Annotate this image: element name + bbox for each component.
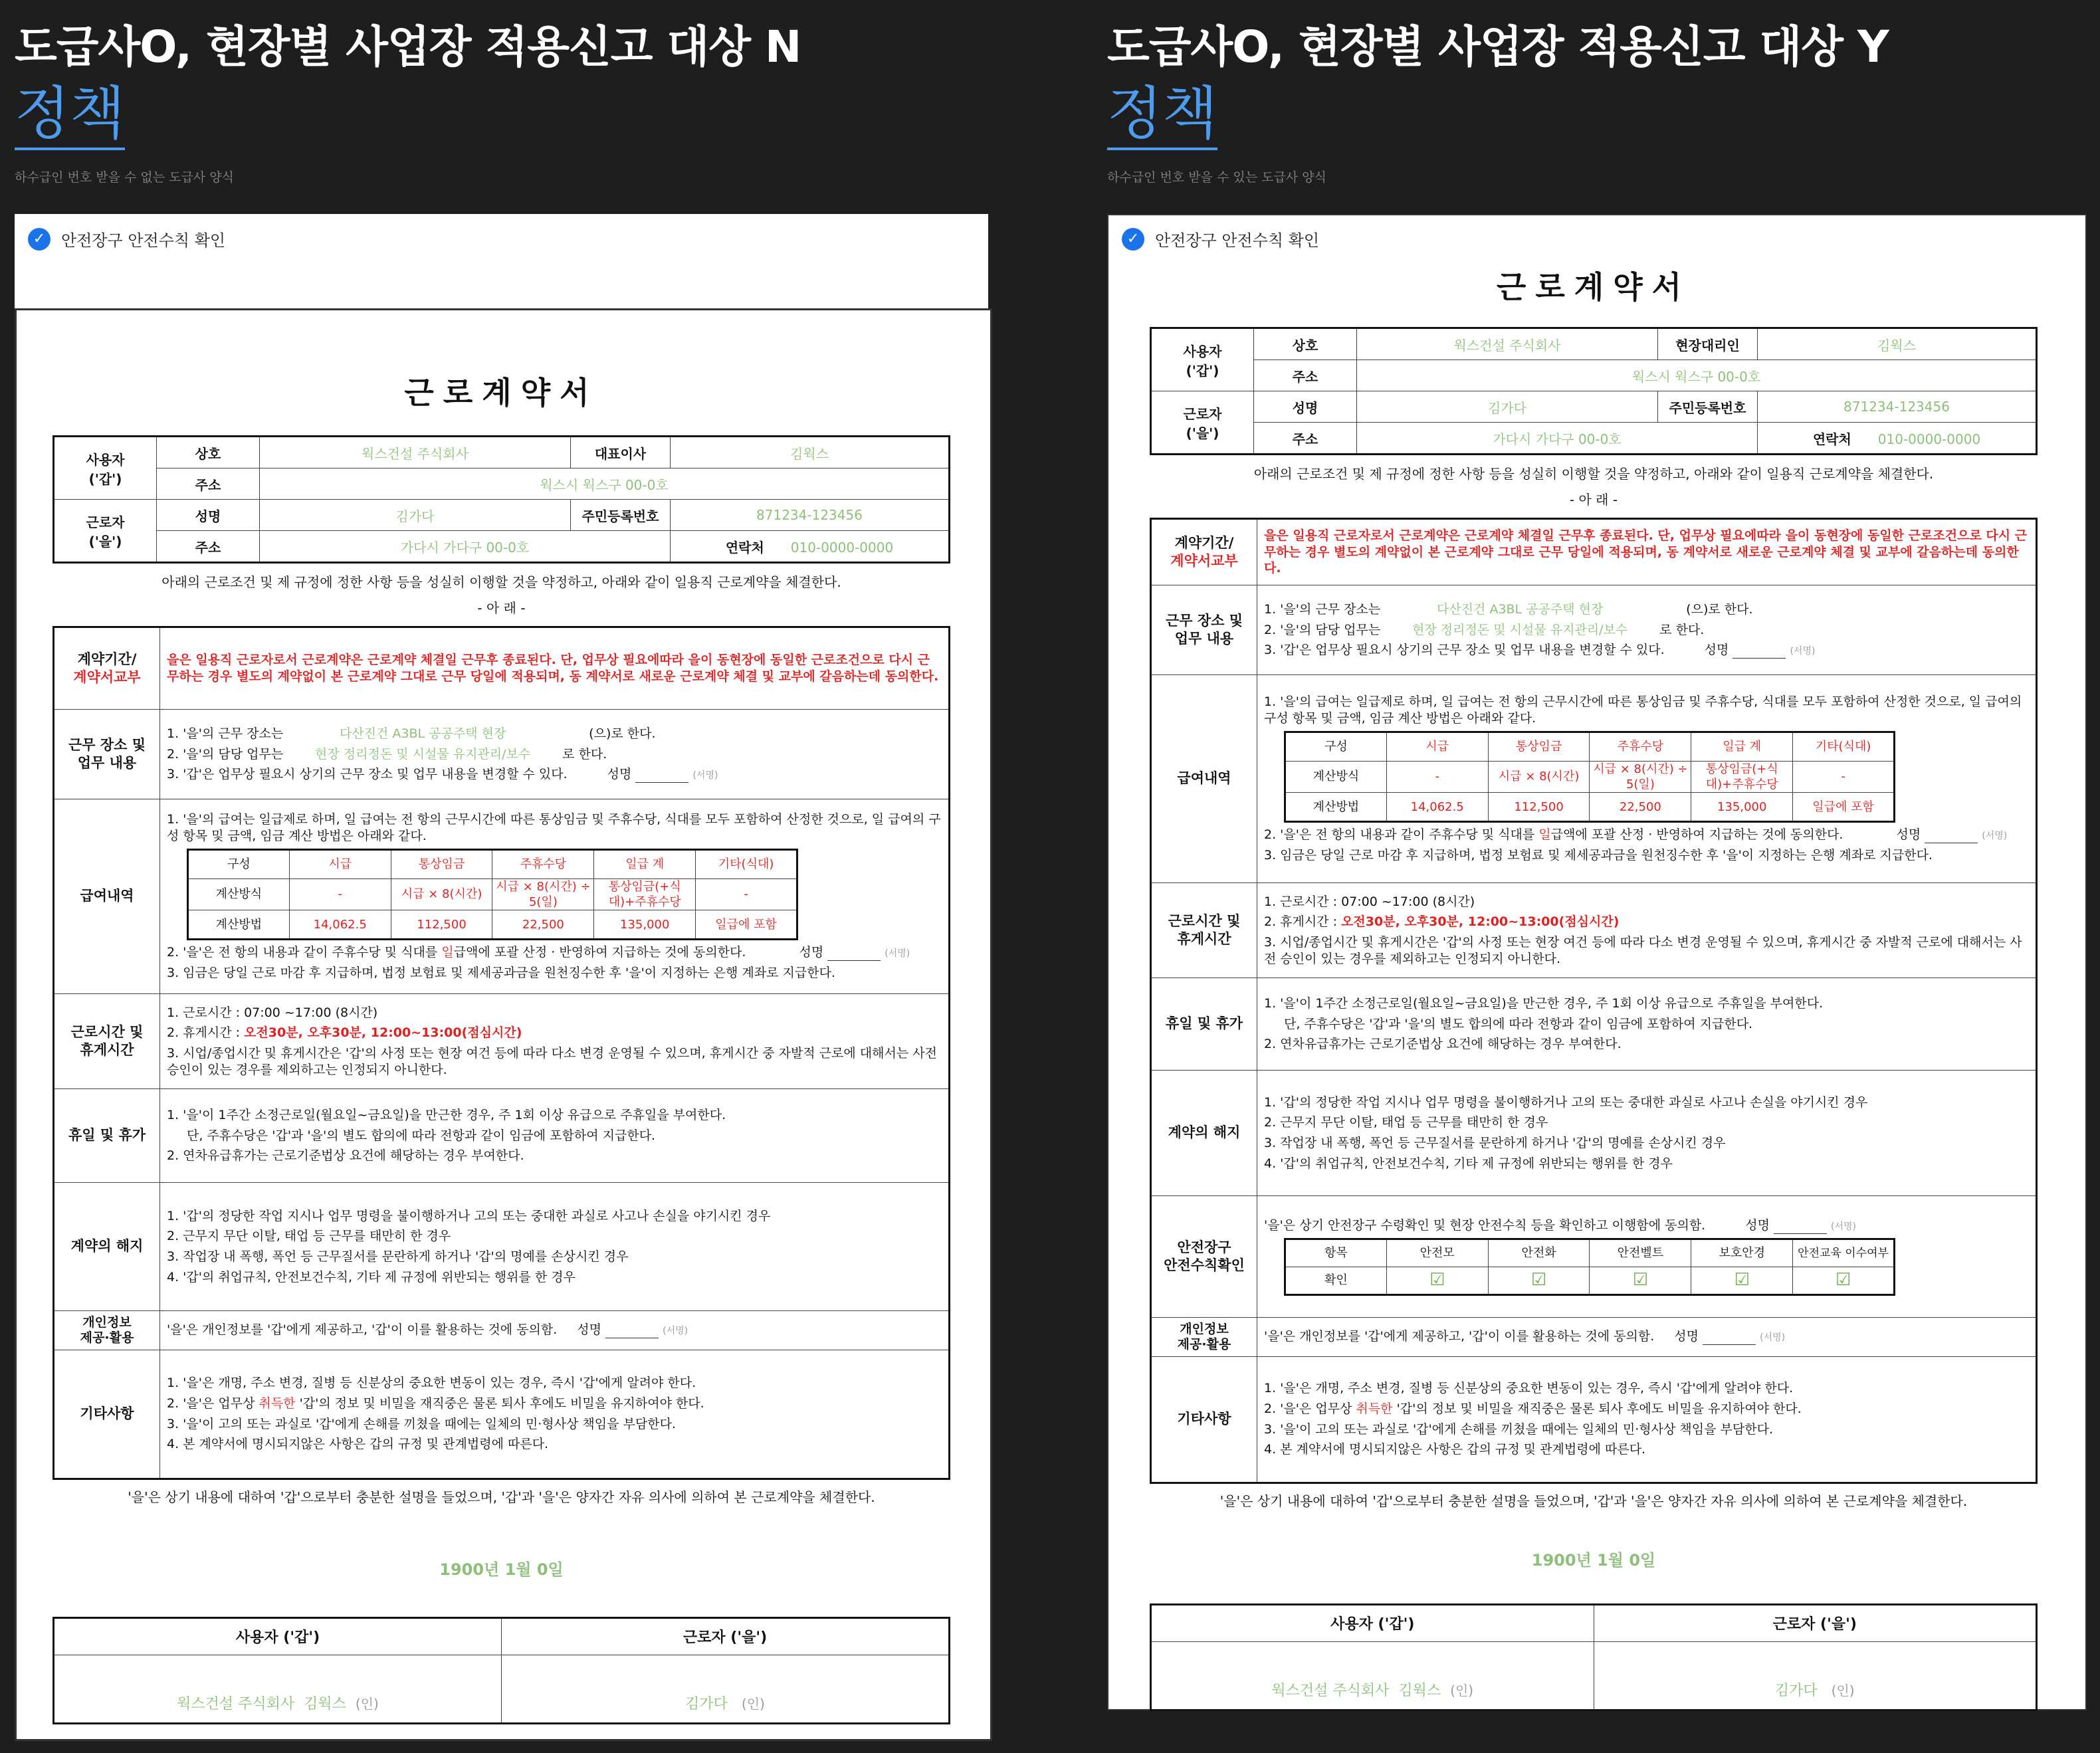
cell: 일급에 포함 <box>1793 793 1895 822</box>
signature-line[interactable] <box>1703 1334 1756 1345</box>
seal-hint: (인) <box>1831 1682 1855 1699</box>
safety-table <box>1284 1238 1895 1296</box>
party-table <box>52 435 950 564</box>
section-label: 근무 장소 및 업무 내용 <box>54 710 160 799</box>
worker-rrn: 871234-123456 <box>671 500 950 531</box>
page-title: 도급사O, 현장별 사업장 적용신고 대상 Y <box>1107 21 1889 72</box>
text: 3. '갑'은 업무상 필요시 상기의 근무 장소 및 업무 내용을 변경할 수 있다. <box>167 767 568 782</box>
seal-hint: (인) <box>355 1695 379 1712</box>
sign-label: 성명 <box>1674 1329 1699 1344</box>
contract-document <box>15 308 992 1741</box>
text: 1. '갑'의 정당한 작업 지시나 업무 명령을 불이행하거나 고의 또는 중대한 과실로 사고나 손실을 야기시킨 경우 <box>167 1208 771 1223</box>
company-address: 웍스시 웍스구 00-0호 <box>260 468 950 500</box>
sign-hint: (서명) <box>663 1326 688 1337</box>
text: 2. '을'은 업무상 <box>1264 1401 1356 1416</box>
worker-sign-header: 근로자 ('을') <box>502 1617 950 1655</box>
company-name: 웍스건설 주식회사 <box>1271 1682 1390 1699</box>
section-label: 급여내역 <box>1151 675 1257 883</box>
sign-label: 성명 <box>799 945 824 960</box>
policy-link[interactable]: 정책 <box>15 85 125 150</box>
sign-label: 성명 <box>607 767 632 782</box>
company-name: 웍스건설 주식회사 <box>260 437 571 468</box>
cell: 통상임금(+식대)+주휴수당 <box>594 878 696 910</box>
cell: - <box>1386 761 1488 793</box>
form-subtitle: 하수급인 번호 받을 수 없는 도급사 양식 <box>15 170 234 185</box>
section-period <box>54 627 950 710</box>
cell: 안전벨트 <box>1590 1239 1691 1267</box>
ceo-name: 김웍스 <box>671 437 950 468</box>
closing-text: '을'은 상기 내용에 대하여 '갑'으로부터 충분한 설명을 들었으며, '갑'과 '을'은 양자간 자유 의사에 의하여 본 근로계약을 체결한다. <box>128 1489 875 1505</box>
text: 3. 작업장 내 폭행, 폭언 등 근무질서를 문란하게 하거나 '갑'의 명예를 손상시킨 경우 <box>167 1249 629 1264</box>
period-text: 을은 일용직 근로자로서 근로계약은 근로계약 체결일 근무후 종료된다. 단, 업무상 필요에따라 을이 동현장에 동일한 근로조건으로 다시 근무하는 경우 별도의 계약없이 본 근로계약 그대로 근무 당일에 적용되며, 동 계약서로 새로운 근로계약 체결 및 교부에 갈음하는데 동의한다. <box>160 627 950 710</box>
section-label: 급여내역 <box>54 799 160 994</box>
cell: 통상임금 <box>1488 732 1590 761</box>
cell: 시급 × 8(시간) <box>391 878 492 910</box>
section-etc <box>1151 1356 2037 1483</box>
section-wage <box>1151 675 2037 883</box>
field-label: 현장대리인 <box>1658 328 1758 360</box>
text: 로 한다. <box>562 746 607 762</box>
field-label: 대표이사 <box>571 437 671 468</box>
cell: 22,500 <box>492 910 594 940</box>
cell: 112,500 <box>1488 793 1590 822</box>
text: 2. '을'은 전 항의 내용과 같이 주휴수당 및 식대를 <box>167 945 442 960</box>
cell: 시급 × 8(시간) ÷ 5(일) <box>492 878 594 910</box>
contract-date: 1900년 1월 0일 <box>439 1560 564 1579</box>
checkbox-icon[interactable]: ☑ <box>1590 1267 1691 1294</box>
section-period <box>1151 519 2037 585</box>
cell: 14,062.5 <box>1386 793 1488 822</box>
cell: 일급 계 <box>1691 732 1793 761</box>
signature-table <box>52 1617 950 1724</box>
ceo-name: 김웍스 <box>304 1695 346 1712</box>
safety-checkbox-row[interactable] <box>28 227 225 251</box>
text: 2. '을'은 업무상 <box>167 1395 259 1411</box>
cell: 항목 <box>1285 1239 1387 1267</box>
field-label: 상호 <box>157 437 260 468</box>
checkbox-icon[interactable]: ☑ <box>1793 1267 1895 1294</box>
checkbox-icon[interactable]: ☑ <box>1488 1267 1590 1294</box>
sign-label: 성명 <box>1745 1218 1770 1233</box>
cell: 22,500 <box>1590 793 1691 822</box>
company-name: 웍스건설 주식회사 <box>1357 328 1658 360</box>
section-termination <box>54 1183 950 1311</box>
text: 3. 임금은 당일 근로 마감 후 지급하며, 법정 보험료 및 제세공과금을 원천징수한 후 '을'이 지정하는 은행 계좌로 지급한다. <box>1264 848 1933 863</box>
section-label: 계약의 해지 <box>54 1183 160 1311</box>
worker-label: 근로자 ('을') <box>1151 391 1254 455</box>
worker-phone: 010-0000-0000 <box>1877 431 1981 447</box>
section-label: 근로시간 및 휴게시간 <box>54 994 160 1089</box>
section-termination <box>1151 1071 2037 1196</box>
section-privacy <box>54 1311 950 1350</box>
cell: 시급 × 8(시간) <box>1488 761 1590 793</box>
text: 2. 근무지 무단 이탈, 태업 등 근무를 태만히 한 경우 <box>167 1229 451 1244</box>
contract-title: 근로계약서 <box>404 375 599 411</box>
sign-label: 성명 <box>1704 643 1729 658</box>
worker-rrn: 871234-123456 <box>1758 391 2037 423</box>
cell: 135,000 <box>594 910 696 940</box>
right-column <box>1107 0 2084 185</box>
text: 1. '을'의 급여는 일급제로 하며, 일 급여는 전 항의 근무시간에 따른 통상임금 및 주휴수당, 식대를 모두 포함하여 산정한 것으로, 일 급여의 구성 항목 및 금액, 임금 계산 방법은 아래와 같다. <box>167 812 941 843</box>
checkbox-icon[interactable]: ☑ <box>1386 1267 1488 1294</box>
signature-line[interactable] <box>1774 1223 1827 1234</box>
text: 1. '을'은 개명, 주소 변경, 질병 등 신분상의 중요한 변동이 있는 경우, 즉시 '갑'에게 알려야 한다. <box>167 1376 696 1391</box>
text: 일 <box>441 945 454 960</box>
text: 1. '을'이 1주간 소정근로일(월요일~금요일)을 만근한 경우, 주 1회 이상 유급으로 주휴일을 부여한다. <box>1264 995 1824 1011</box>
text: 2. 휴게시간 : <box>167 1025 245 1041</box>
closing-text: '을'은 상기 내용에 대하여 '갑'으로부터 충분한 설명을 들었으며, '갑'과 '을'은 양자간 자유 의사에 의하여 본 근로계약을 체결한다. <box>1219 1493 1968 1509</box>
field-label: 주소 <box>1254 423 1357 455</box>
worker-phone: 010-0000-0000 <box>790 539 894 556</box>
text: 3. '을'이 고의 또는 과실로 '갑'에게 손해를 끼쳤을 때에는 일체의 민·형사상 책임을 부담한다. <box>1264 1421 1773 1437</box>
cell: 계산방법 <box>188 910 290 940</box>
text: 1. '을'이 1주간 소정근로일(월요일~금요일)을 만근한 경우, 주 1회 이상 유급으로 주휴일을 부여한다. <box>167 1107 726 1122</box>
sign-hint: (서명) <box>1982 831 2008 842</box>
worker-label: 근로자 ('을') <box>54 500 157 563</box>
text: 1. '을'의 근무 장소는 <box>167 726 284 741</box>
work-duty: 현장 정리정돈 및 시설물 유지관리/보수 <box>315 746 531 762</box>
field-label: 주소 <box>1254 360 1357 391</box>
sign-hint: (서명) <box>885 948 910 960</box>
option-card <box>15 214 988 308</box>
ahrae-label: - 아 래 - <box>477 600 526 616</box>
text: 3. '갑'은 업무상 필요시 상기의 근무 장소 및 업무 내용을 변경할 수 있다. <box>1264 643 1665 658</box>
employer-sign-header: 사용자 ('갑') <box>54 1617 502 1655</box>
text: 급액에 포괄 산정 · 반영하여 지급하는 것에 동의한다. <box>1550 827 1843 843</box>
wage-table <box>187 849 798 941</box>
safety-checkbox-row[interactable] <box>1122 227 1319 251</box>
terms-table <box>1150 518 2038 1484</box>
section-label: 계약기간/ <box>77 651 137 667</box>
contract-intro: 아래의 근로조건 및 제 규정에 정한 사항 등을 성실히 이행할 것을 약정하고, 아래와 같이 일용직 근로계약을 체결한다. <box>161 574 841 590</box>
contract-title: 근로계약서 <box>1496 269 1691 305</box>
cell: 135,000 <box>1691 793 1793 822</box>
signature-line[interactable] <box>1732 647 1786 659</box>
section-label: 개인정보 제공·활용 <box>54 1311 160 1350</box>
cell: - <box>1793 761 1895 793</box>
text: (으)로 한다. <box>589 726 656 741</box>
text: 2. 연차유급휴가는 근로기준법상 요건에 해당하는 경우 부여한다. <box>167 1148 524 1164</box>
ahrae-label: - 아 래 - <box>1569 492 1618 508</box>
text: 3. 시업/종업시간 및 휴게시간은 '갑'의 사정 또는 현장 여건 등에 따라 다소 변경 운영될 수 있으며, 휴게시간 중 자발적 근로에 대해서는 사전 승인이 있는 경우를 제외하고는 인정되지 아니한다. <box>167 1046 937 1077</box>
cell: 확인 <box>1285 1267 1387 1294</box>
text: 단, 주휴수당은 '갑'과 '을'의 별도 합의에 따라 전항과 같이 임금에 포함하여 지급한다. <box>187 1128 656 1143</box>
field-label: 연락처 <box>1812 431 1851 447</box>
sign-hint: (서명) <box>692 770 718 781</box>
cell: 구성 <box>1285 732 1387 761</box>
text: 1. '을'의 급여는 일급제로 하며, 일 급여는 전 항의 근무시간에 따른 통상임금 및 주휴수당, 식대를 모두 포함하여 산정한 것으로, 일 급여의 구성 항목 및 금액, 임금 계산 방법은 아래와 같다. <box>1264 694 2022 726</box>
field-label: 주소 <box>157 468 260 500</box>
text: 오전30분, 오후30분, 12:00~13:00(점심시간) <box>244 1025 522 1041</box>
text: 급액에 포괄 산정 · 반영하여 지급하는 것에 동의한다. <box>453 945 746 960</box>
cell: 시급 × 8(시간) ÷ 5(일) <box>1590 761 1691 793</box>
work-duty: 현장 정리정돈 및 시설물 유지관리/보수 <box>1412 622 1628 637</box>
section-label: 계약서교부 <box>1170 553 1238 569</box>
section-work <box>1151 585 2037 675</box>
cell: 주휴수당 <box>492 849 594 878</box>
left-column <box>15 0 988 185</box>
signature-line[interactable] <box>605 1327 659 1338</box>
sign-hint: (서명) <box>1790 646 1816 657</box>
cell: 안전교육 이수여부 <box>1793 1239 1895 1267</box>
contract-intro: 아래의 근로조건 및 제 규정에 정한 사항 등을 성실히 이행할 것을 약정하고, 아래와 같이 일용직 근로계약을 체결한다. <box>1253 466 1934 482</box>
section-label: 계약기간/ <box>1174 534 1234 551</box>
cell: 계산방식 <box>188 878 290 910</box>
section-holiday <box>1151 978 2037 1071</box>
text: 2. '을'은 전 항의 내용과 같이 주휴수당 및 식대를 <box>1264 827 1539 843</box>
text: 2. 연차유급휴가는 근로기준법상 요건에 해당하는 경우 부여한다. <box>1264 1037 1622 1052</box>
worker-name: 김가다 <box>1357 391 1658 423</box>
text: 3. 작업장 내 폭행, 폭언 등 근무질서를 문란하게 하거나 '갑'의 명예를 손상시킨 경우 <box>1264 1136 1726 1150</box>
checkbox-label: 안전장구 안전수칙 확인 <box>61 231 226 250</box>
check-icon[interactable]: ✓ <box>28 228 51 251</box>
page-title: 도급사O, 현장별 사업장 적용신고 대상 N <box>15 21 801 72</box>
text: 1. 근로시간 : 07:00 ~17:00 (8시간) <box>167 1005 378 1020</box>
text: 1. '을'은 개명, 주소 변경, 질병 등 신분상의 중요한 변동이 있는 경우, 즉시 '갑'에게 알려야 한다. <box>1264 1381 1794 1396</box>
section-privacy <box>1151 1318 2037 1357</box>
worker-name: 김가다 <box>1774 1682 1818 1699</box>
signature-line[interactable] <box>827 950 881 961</box>
text: 단, 주휴수당은 '갑'과 '을'의 별도 합의에 따라 전항과 같이 임금에 포함하여 지급한다. <box>1284 1016 1753 1031</box>
field-label: 주소 <box>157 531 260 563</box>
text: 3. 임금은 당일 근로 마감 후 지급하며, 법정 보험료 및 제세공과금을 원천징수한 후 '을'이 지정하는 은행 계좌로 지급한다. <box>167 966 835 981</box>
check-icon[interactable]: ✓ <box>1122 228 1144 251</box>
section-holiday <box>54 1089 950 1183</box>
employer-label: 사용자 ('갑') <box>54 437 157 500</box>
signature-line[interactable] <box>1925 832 1978 843</box>
section-safety <box>1151 1196 2037 1318</box>
text: 로 한다. <box>1659 622 1705 637</box>
section-label: 근무 장소 및 업무 내용 <box>1151 585 1257 675</box>
text: 2. 근무지 무단 이탈, 태업 등 근무를 태만히 한 경우 <box>1264 1115 1548 1130</box>
company-name: 웍스건설 주식회사 <box>177 1695 295 1712</box>
text: 취득한 <box>259 1395 296 1411</box>
wage-table <box>1284 731 1895 823</box>
cell: 14,062.5 <box>289 910 391 940</box>
section-label: 기타사항 <box>54 1350 160 1479</box>
section-work <box>54 710 950 799</box>
checkbox-label: 안전장구 안전수칙 확인 <box>1155 231 1320 250</box>
company-address: 웍스시 웍스구 00-0호 <box>1357 360 2037 391</box>
worker-sign-header: 근로자 ('을') <box>1594 1604 2037 1641</box>
cell: 일급에 포함 <box>696 910 797 940</box>
field-label: 성명 <box>1254 391 1357 423</box>
cell: 일급 계 <box>594 849 696 878</box>
field-label: 연락처 <box>725 539 764 556</box>
text: 오전30분, 오후30분, 12:00~13:00(점심시간) <box>1341 914 1620 930</box>
seal-hint: (인) <box>741 1695 765 1712</box>
cell: 안전모 <box>1386 1239 1488 1267</box>
text: 4. 본 계약서에 명시되지않은 사항은 갑의 규정 및 관계법령에 따른다. <box>167 1437 549 1452</box>
sign-hint: (서명) <box>1760 1332 1786 1344</box>
text: 4. '갑'의 취업규칙, 안전보건수칙, 기타 제 규정에 위반되는 행위를 한 경우 <box>1264 1156 1673 1171</box>
sign-hint: (서명) <box>1831 1221 1857 1233</box>
contract-date: 1900년 1월 0일 <box>1531 1550 1656 1570</box>
employer-label: 사용자 ('갑') <box>1151 328 1254 391</box>
cell: 기타(식대) <box>1793 732 1895 761</box>
cell: - <box>289 878 391 910</box>
cell: 보호안경 <box>1691 1239 1793 1267</box>
cell: 통상임금 <box>391 849 492 878</box>
sign-label: 성명 <box>1896 827 1921 843</box>
text: '을'은 개인정보를 '갑'에게 제공하고, '갑'이 이를 활용하는 것에 동의함. <box>1264 1329 1655 1344</box>
party-table <box>1150 327 2038 455</box>
text: 취득한 <box>1356 1401 1393 1416</box>
text: 1. '을'의 근무 장소는 <box>1264 601 1381 617</box>
text: 2. '을'의 담당 업무는 <box>1264 622 1381 637</box>
section-etc <box>54 1350 950 1479</box>
field-label: 성명 <box>157 500 260 531</box>
section-label: 안전장구 안전수칙확인 <box>1151 1196 1257 1318</box>
section-label: 근로시간 및 휴게시간 <box>1151 883 1257 978</box>
text: 4. '갑'의 취업규칙, 안전보건수칙, 기타 제 규정에 위반되는 행위를 한 경우 <box>167 1269 576 1285</box>
section-label: 휴일 및 휴가 <box>54 1089 160 1183</box>
section-label: 개인정보 제공·활용 <box>1151 1318 1257 1357</box>
sign-label: 성명 <box>577 1322 602 1338</box>
text: 2. '을'의 담당 업무는 <box>167 746 284 762</box>
signature-table <box>1150 1603 2038 1711</box>
field-label: 상호 <box>1254 328 1357 360</box>
cell: 주휴수당 <box>1590 732 1691 761</box>
signature-line[interactable] <box>635 772 688 783</box>
text: 4. 본 계약서에 명시되지않은 사항은 갑의 규정 및 관계법령에 따른다. <box>1264 1442 1646 1457</box>
text: (으)로 한다. <box>1686 601 1753 617</box>
employer-sign-header: 사용자 ('갑') <box>1151 1604 1594 1641</box>
text: 1. '갑'의 정당한 작업 지시나 업무 명령을 불이행하거나 고의 또는 중대한 과실로 사고나 손실을 야기시킨 경우 <box>1264 1094 1868 1110</box>
cell: 112,500 <box>391 910 492 940</box>
section-hours <box>54 994 950 1089</box>
worker-name: 김가다 <box>260 500 571 531</box>
field-label: 주민등록번호 <box>571 500 671 531</box>
worker-address: 가다시 가다구 00-0호 <box>400 539 530 556</box>
text: 3. 시업/종업시간 및 휴게시간은 '갑'의 사정 또는 현장 여건 등에 따라 다소 변경 운영될 수 있으며, 휴게시간 중 자발적 근로에 대해서는 사전 승인이 있는 경우를 제외하고는 인정되지 아니한다. <box>1264 935 2022 966</box>
ceo-name: 김웍스 <box>1398 1682 1441 1699</box>
cell: 기타(식대) <box>696 849 797 878</box>
cell: 계산방법 <box>1285 793 1387 822</box>
section-label: 기타사항 <box>1151 1356 1257 1483</box>
contract-document <box>1107 214 2087 1710</box>
cell: 시급 <box>289 849 391 878</box>
text: 일 <box>1538 827 1551 843</box>
text: '갑'의 정보 및 비밀을 재직중은 물론 퇴사 후에도 비밀을 유지하여야 한다. <box>295 1395 704 1411</box>
period-text: 을은 일용직 근로자로서 근로계약은 근로계약 체결일 근무후 종료된다. 단, 업무상 필요에따라 을이 동현장에 동일한 근로조건으로 다시 근무하는 경우 별도의 계약없이 본 근로계약 그대로 근무 당일에 적용되며, 동 계약서로 새로운 근로계약 체결 및 교부에 갈음하는데 동의한다. <box>1257 519 2037 585</box>
terms-table <box>52 626 950 1480</box>
worker-address: 가다시 가다구 00-0호 <box>1493 431 1622 447</box>
text: 2. 휴게시간 : <box>1264 914 1342 930</box>
section-wage <box>54 799 950 994</box>
form-subtitle: 하수급인 번호 받을 수 있는 도급사 양식 <box>1107 170 1326 185</box>
cell: - <box>696 878 797 910</box>
text: '을'은 개인정보를 '갑'에게 제공하고, '갑'이 이를 활용하는 것에 동의함. <box>167 1322 558 1338</box>
cell: 통상임금(+식대)+주휴수당 <box>1691 761 1793 793</box>
section-hours <box>1151 883 2037 978</box>
section-label: 휴일 및 휴가 <box>1151 978 1257 1071</box>
cell: 구성 <box>188 849 290 878</box>
checkbox-icon[interactable]: ☑ <box>1691 1267 1793 1294</box>
text: 3. '을'이 고의 또는 과실로 '갑'에게 손해를 끼쳤을 때에는 일체의 민·형사상 책임을 부담한다. <box>167 1416 676 1431</box>
section-label: 계약의 해지 <box>1151 1071 1257 1196</box>
text: 1. 근로시간 : 07:00 ~17:00 (8시간) <box>1264 894 1475 909</box>
cell: 안전화 <box>1488 1239 1590 1267</box>
cell: 계산방식 <box>1285 761 1387 793</box>
site-agent-name: 김웍스 <box>1758 328 2037 360</box>
seal-hint: (인) <box>1450 1682 1474 1699</box>
text: '갑'의 정보 및 비밀을 재직중은 물론 퇴사 후에도 비밀을 유지하여야 한다. <box>1392 1401 1802 1416</box>
work-place: 다산진건 A3BL 공공주택 현장 <box>339 726 506 741</box>
text: '을'은 상기 안전장구 수령확인 및 현장 안전수칙 등을 확인하고 이행함에 동의함. <box>1264 1218 1706 1233</box>
cell: 시급 <box>1386 732 1488 761</box>
work-place: 다산진건 A3BL 공공주택 현장 <box>1436 601 1604 617</box>
policy-link[interactable]: 정책 <box>1107 85 1217 150</box>
field-label: 주민등록번호 <box>1658 391 1758 423</box>
section-label: 계약서교부 <box>73 669 141 685</box>
worker-name: 김가다 <box>685 1695 728 1712</box>
